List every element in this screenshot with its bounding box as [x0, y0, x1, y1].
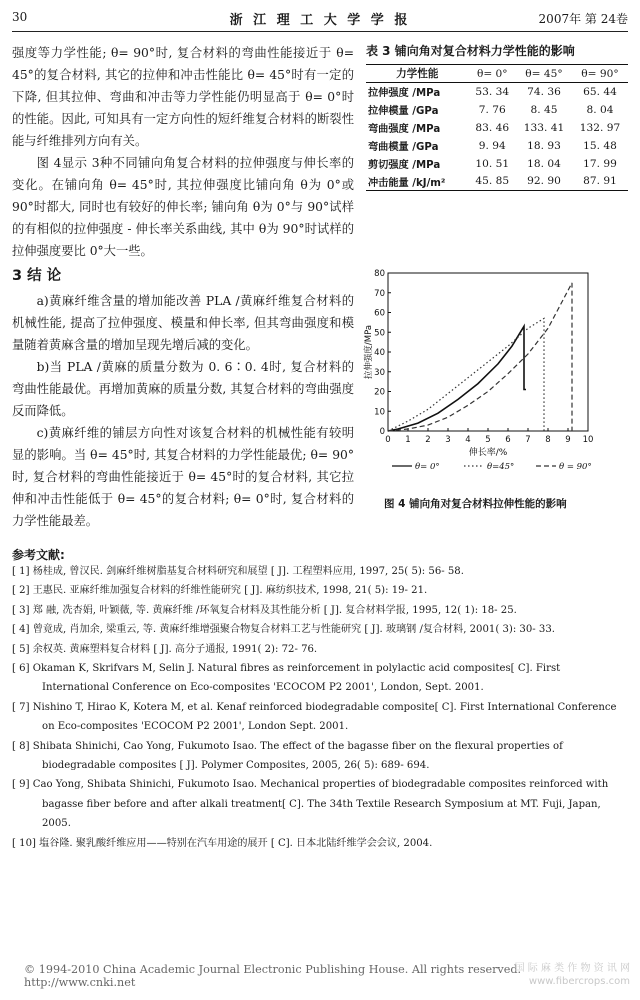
table-row-label: 剪切强度 /MPa	[368, 160, 441, 171]
table-cell: 17. 99	[583, 157, 617, 170]
volume-info: 2007年 第 24卷	[538, 12, 628, 26]
table-row-label: 冲击能量 /kJ/m²	[366, 173, 469, 191]
copyright-footer: © 1994-2010 China Academic Journal Electronic Publishing House. All rights reserved. http://www.cnki.net	[24, 963, 522, 989]
legend-label-0: θ= 0°	[415, 462, 440, 472]
reference-item: [ 3] 郑 融, 冼杏娟, 叶颖薇, 等. 黄麻纤维 /环氧复合材料及其性能分析 [ J]. 复合材料学报, 1995, 12( 1): 18- 25.	[12, 604, 517, 616]
table-title: 表 3 铺向角对复合材料力学性能的影响	[366, 44, 575, 58]
x-tick-label: 3	[445, 435, 451, 445]
x-tick-label: 6	[505, 435, 511, 445]
y-tick-label: 60	[374, 308, 385, 319]
y-tick-label: 20	[374, 387, 385, 398]
x-tick-label: 10	[582, 435, 594, 445]
reference-item: [ 5] 余权英. 黄麻塑料复合材料 [ J]. 高分子通报, 1991( 2): 72- 76.	[12, 643, 318, 655]
reference-item: [ 6] Okaman K, Skrifvars M, Selin J. Natural fibres as reinforcement in polylactic acid composites[ C]. First International Conference on Eco-composites 'ECOCOM P2 2001', London, Sept. 2001.	[12, 663, 561, 694]
x-tick-label: 8	[545, 435, 551, 445]
table-header-cell: 力学性能	[366, 65, 469, 83]
paragraph-figure4: 图 4显示 3种不同铺向角复合材料的拉伸强度与伸长率的变化。在铺向角 θ= 45°时, 其拉伸强度比铺向角 θ为 0°或 90°时都大, 同时也有较好的伸长率; 铺向角 θ为 0°与 90°试样的有相似的拉伸强度 - 伸长率关系曲线, 其中 θ为 90°时试样的拉伸强度要比 0°大一些。	[12, 156, 354, 258]
paragraph-continued: 强度等力学性能; θ= 90°时, 复合材料的弯曲性能接近于 θ= 45°的复合材料, 其它的拉伸和冲击性能比 θ= 45°时有一定的下降, 但其拉伸、弯曲和冲击等力学性能仍明显高于 θ= 0°时的性能。因此, 可知具有一定方向性的短纤维复合材料的断裂性能与纤维排列方向有关。	[12, 46, 354, 148]
table-cell: 133. 41	[523, 121, 565, 134]
reference-item: [ 8] Shibata Shinichi, Cao Yong, Fukumoto Isao. The effect of the bagasse fiber on the flexural properties of biodegradable composites [ J]. Polymer Composites, 2005, 26( 5): 689- 694.	[12, 740, 563, 772]
reference-item: [ 4] 曾竟成, 肖加余, 梁重云, 等. 黄麻纤维增强聚合物复合材料工艺与性能研究 [ J]. 玻璃钢 /复合材料, 2001( 3): 30- 33.	[12, 624, 555, 636]
x-tick-label: 7	[525, 435, 531, 445]
y-tick-label: 50	[374, 328, 385, 339]
conclusion-list	[12, 290, 354, 532]
page-header	[12, 6, 628, 32]
conclusion-item-a: a)黄麻纤维含量的增加能改善 PLA /黄麻纤维复合材料的机械性能, 提高了拉伸强度、模量和伸长率, 但其弯曲强度和模量随着黄麻含量的增加呈现先增后减的变化。	[12, 294, 354, 352]
y-tick-label: 70	[374, 288, 385, 299]
table-cell: 87. 91	[572, 173, 628, 191]
reference-item: [ 2] 王惠民. 亚麻纤维加强复合材料的纤维性能研究 [ J]. 麻纺织技术, 1998, 21( 5): 19- 21.	[12, 585, 428, 597]
table-row	[366, 119, 628, 137]
section-title-conclusion: 3 结 论	[12, 268, 62, 284]
references-list	[12, 562, 628, 853]
table-row	[366, 173, 628, 191]
x-tick-label: 9	[565, 435, 571, 445]
x-tick-label: 1	[405, 435, 411, 445]
reference-item: [ 9] Cao Yong, Shibata Shinichi, Fukumoto Isao. Mechanical properties of biodegradable composites reinforced with bagasse fiber before and after alkali treatment[ C]. The 34th Textile Research Symposium at MT. Fuji, Japan, 2005.	[12, 779, 609, 830]
table-cell: 92. 90	[516, 173, 572, 191]
table-3	[366, 64, 628, 191]
conclusion-item-c: c)黄麻纤维的铺层方向性对该复合材料的机械性能有较明显的影响。当 θ= 45°时, 其复合材料的力学性能最优; θ= 90°时, 复合材料的弯曲性能接近于 θ= 45°时的复合材料, 其它拉伸和冲击性能低于 θ= 45°的复合材料; θ= 0°时, 复合材料的力学性能最差。	[12, 426, 354, 528]
watermark-line: www.fibercrops.com	[528, 976, 630, 987]
conclusion-item-b: b)当 PLA /黄麻的质量分数为 0. 6∶0. 4时, 复合材料的弯曲性能最优。再增加黄麻的质量分数, 其复合材料的弯曲强度反而降低。	[12, 360, 354, 418]
table-row	[366, 155, 628, 173]
watermark-line: 国 际 麻 类 作 物 资 讯 网	[514, 963, 630, 974]
table-row-label: 拉伸强度 /MPa	[368, 88, 441, 100]
series-line-0	[388, 326, 526, 431]
plot-frame	[388, 273, 588, 431]
table-cell: 15. 48	[583, 139, 617, 152]
page-number: 30	[12, 10, 28, 24]
legend-label-2: θ = 90°	[559, 462, 592, 472]
table-cell: 74. 36	[527, 85, 561, 98]
y-tick-label: 0	[379, 427, 385, 437]
table-header-cell: θ= 45°	[516, 65, 572, 83]
reference-item: [ 1] 杨桂成, 曾汉民. 剑麻纤维树脂基复合材料研究和展望 [ J]. 工程塑料应用, 1997, 25( 5): 56- 58.	[12, 566, 464, 577]
table-cell: 8. 04	[586, 103, 614, 116]
x-tick-label: 2	[425, 435, 431, 445]
table-cell: 83. 46	[475, 121, 510, 134]
site-watermark	[510, 962, 630, 988]
x-tick-label: 5	[485, 435, 491, 445]
y-axis-label: 拉伸强度/MPa	[364, 324, 374, 380]
x-tick-label: 4	[465, 435, 471, 445]
table-cell: 18. 93	[527, 139, 561, 152]
table-cell: 132. 97	[579, 121, 621, 134]
table-cell: 8. 45	[530, 103, 558, 116]
table-row	[366, 83, 628, 101]
series-line-1	[388, 318, 544, 431]
table-header-row	[366, 65, 628, 83]
table-row-label: 弯曲模量 /GPa	[368, 142, 439, 153]
body-text-top	[12, 42, 354, 262]
table-cell: 45. 85	[469, 173, 516, 191]
x-axis-label: 伸长率/%	[468, 448, 508, 458]
table-cell: 10. 51	[475, 157, 510, 170]
table-row-label: 弯曲强度 /MPa	[368, 124, 441, 135]
x-tick-label: 0	[385, 435, 391, 445]
references-title: 参考文献:	[12, 548, 65, 562]
table-cell: 65. 44	[583, 85, 617, 98]
table-cell: 18. 04	[527, 157, 561, 170]
reference-item: [ 10] 塩谷隆. 聚乳酸纤维应用——特别在汽车用途的展开 [ C]. 日本北陆纤维学会会议, 2004.	[12, 837, 433, 849]
table-header-cell: θ= 0°	[469, 65, 516, 83]
reference-item: [ 7] Nishino T, Hirao K, Kotera M, et al. Kenaf reinforced biodegradable composite[ C]. First International Conference on Eco-composites 'ECOCOM P2 2001', London Sept. 2001.	[12, 701, 617, 733]
figure-4-chart	[362, 265, 632, 480]
figure-caption: 图 4 铺向角对复合材料拉伸性能的影响	[384, 498, 567, 510]
table-row	[366, 101, 628, 119]
y-tick-label: 40	[374, 348, 385, 358]
journal-title: 浙 江 理 工 大 学 学 报	[229, 13, 411, 28]
y-tick-label: 80	[374, 269, 385, 279]
y-tick-label: 30	[374, 367, 385, 378]
table-header-cell: θ= 90°	[572, 65, 628, 83]
table-cell: 9. 94	[478, 139, 506, 152]
table-cell: 7. 76	[478, 103, 506, 116]
series-line-2	[388, 283, 572, 431]
table-cell: 53. 34	[475, 85, 510, 98]
legend-label-1: θ=45°	[487, 462, 515, 472]
table-row	[366, 137, 628, 155]
y-tick-label: 10	[374, 407, 385, 418]
table-row-label: 拉伸模量 /GPa	[368, 106, 439, 117]
